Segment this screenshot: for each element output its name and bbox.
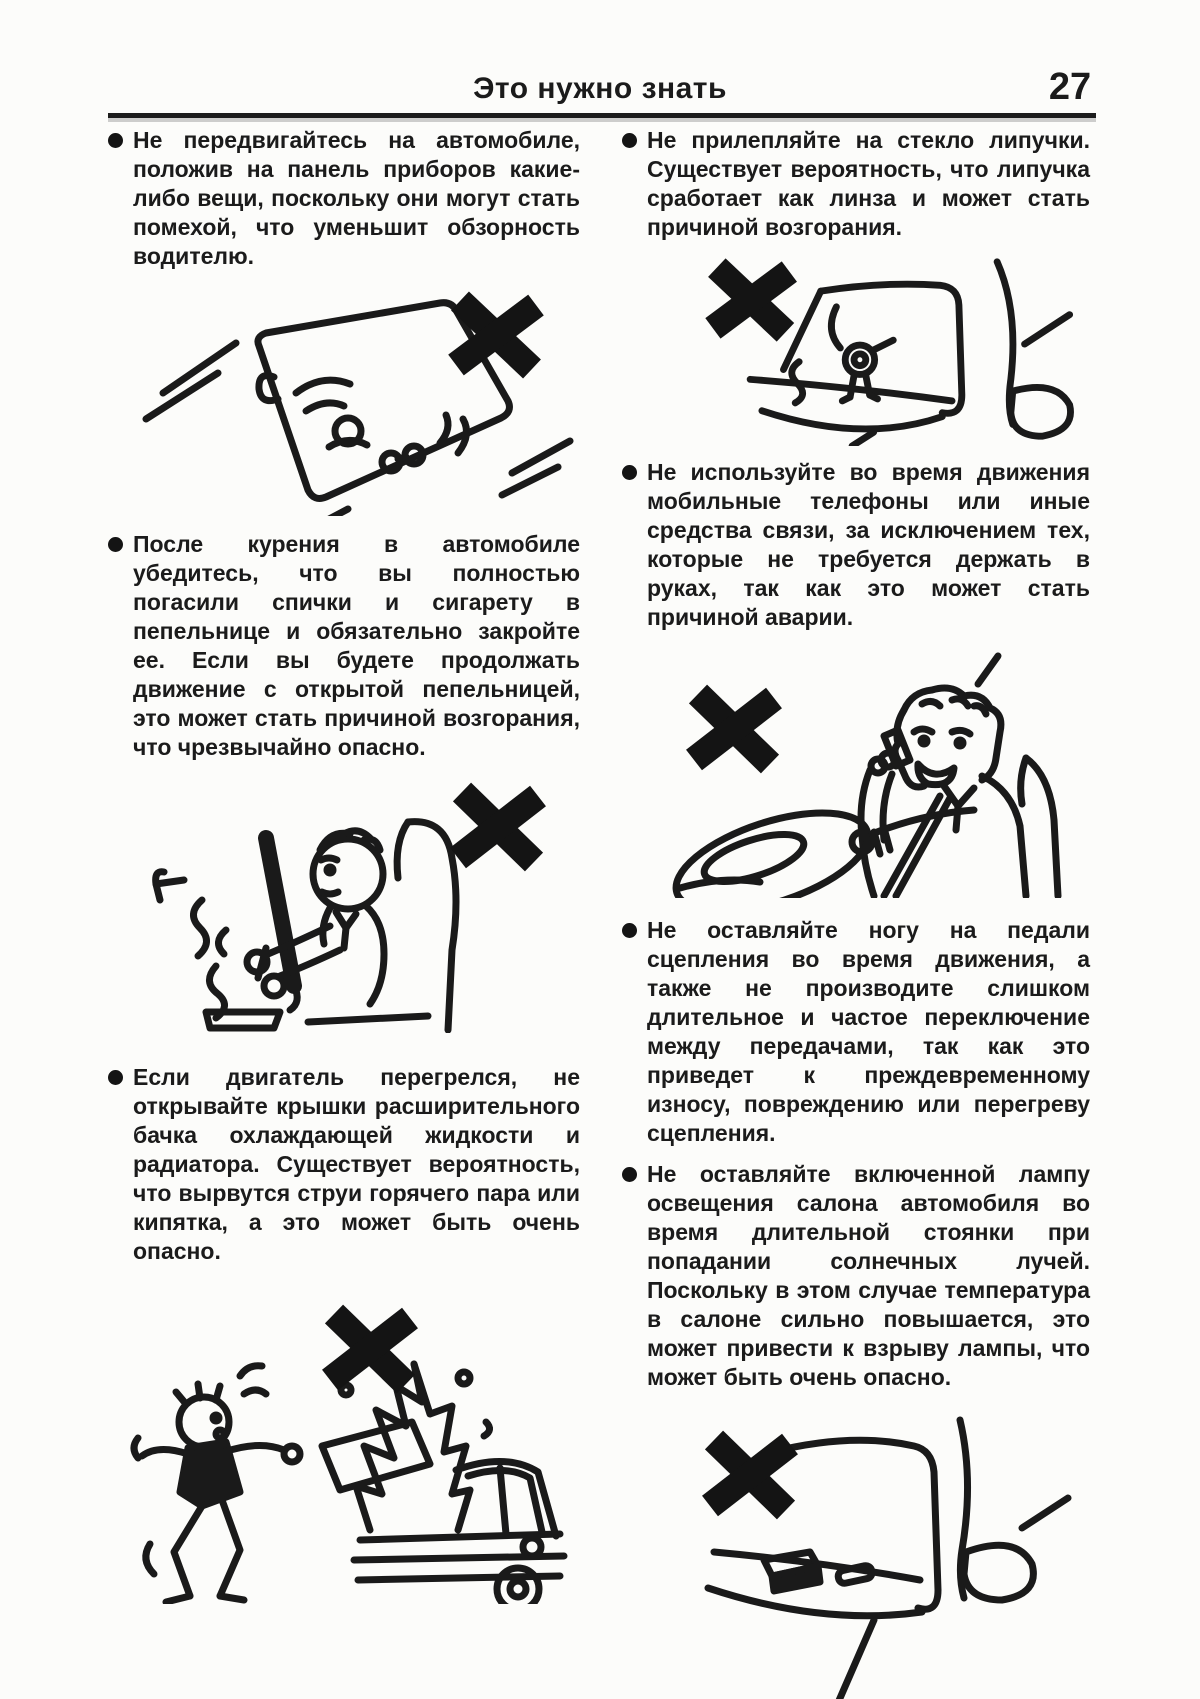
warning-item [622, 1160, 1090, 1392]
prohibition-x-icon [694, 694, 774, 764]
figure-lighter-on-dashboard [622, 1410, 1090, 1699]
warning-text: Не прилепляйте на стекло липучки. Существует вероятность, что липучка сработает как линза и может стать причиной возгорания. [647, 127, 1090, 240]
prohibition-x-icon [458, 792, 538, 862]
warning-item [622, 916, 1090, 1148]
warning-text: Не оставляйте ногу на педали сцепления во время движения, а также не производите слишком длительное и частое переключение между передачами, так как это приведет к преждевременному износу, повреждению или перегреву сцепления. [647, 917, 1090, 1146]
bullet-icon [622, 923, 637, 938]
warning-text: После курения в автомобиле убедитесь, что вы полностью погасили спички и сигарету в пепельнице и обязательно закройте ее. Если вы будете продолжать движение с открытой пепельницей, это может стать причиной возгорания, что чрезвычайно опасно. [133, 531, 580, 760]
lighter-on-dashboard-illustration [622, 1410, 1090, 1699]
warning-item [108, 126, 580, 271]
figure-dashboard-objects [108, 281, 580, 516]
warning-item [108, 530, 580, 762]
prohibition-x-icon [713, 268, 789, 333]
warning-text: Не используйте во время движения мобильные телефоны или иные средства связи, за исключением тех, которые не требуется держать в руках, так как это может стать причиной аварии. [647, 459, 1090, 630]
warning-item [622, 126, 1090, 242]
figure-suction-cup-windshield [622, 250, 1090, 446]
bullet-icon [622, 1167, 637, 1182]
warning-item [622, 458, 1090, 632]
overheated-engine-illustration [108, 1294, 580, 1604]
figure-overheated-engine [108, 1294, 580, 1604]
suction-cup-windshield-illustration [622, 250, 1090, 446]
bullet-icon [108, 1070, 123, 1085]
warning-text: Не оставляйте включенной лампу освещения салона автомобиля во время длительной стоянки при попадании солнечных лучей. Поскольку в этом случае температура в салоне сильно повышается, это может привести к взрыву лампы, что может быть очень опасно. [647, 1161, 1090, 1390]
page-title: Это нужно знать [473, 72, 727, 105]
page-number: 27 [1048, 66, 1092, 108]
warning-text: Если двигатель перегрелся, не открывайте крышки расширительного бачка охлаждающей жидкости и радиатора. Существует вероятность, что вырвутся струи горячего пара или кипятка, а это может быть очень опасно. [133, 1064, 580, 1264]
warning-item [108, 1063, 580, 1266]
bullet-icon [108, 537, 123, 552]
phone-driver-illustration [622, 640, 1090, 898]
dashboard-objects-illustration [108, 281, 580, 516]
prohibition-x-icon [710, 1440, 790, 1510]
warning-text: Не передвигайтесь на автомобиле, положив на панель приборов какие-либо вещи, поскольку они могут стать помехой, что уменьшит обзорность водителю. [133, 127, 580, 269]
right-column [622, 126, 1090, 1699]
smoking-driver-illustration [108, 778, 580, 1033]
figure-phone-driver [622, 640, 1090, 898]
prohibition-x-icon [330, 1314, 410, 1384]
bullet-icon [108, 133, 123, 148]
bullet-icon [622, 133, 637, 148]
bullet-icon [622, 465, 637, 480]
figure-smoking-driver [108, 778, 580, 1033]
header-rule [108, 113, 1096, 118]
left-column [108, 126, 580, 1604]
